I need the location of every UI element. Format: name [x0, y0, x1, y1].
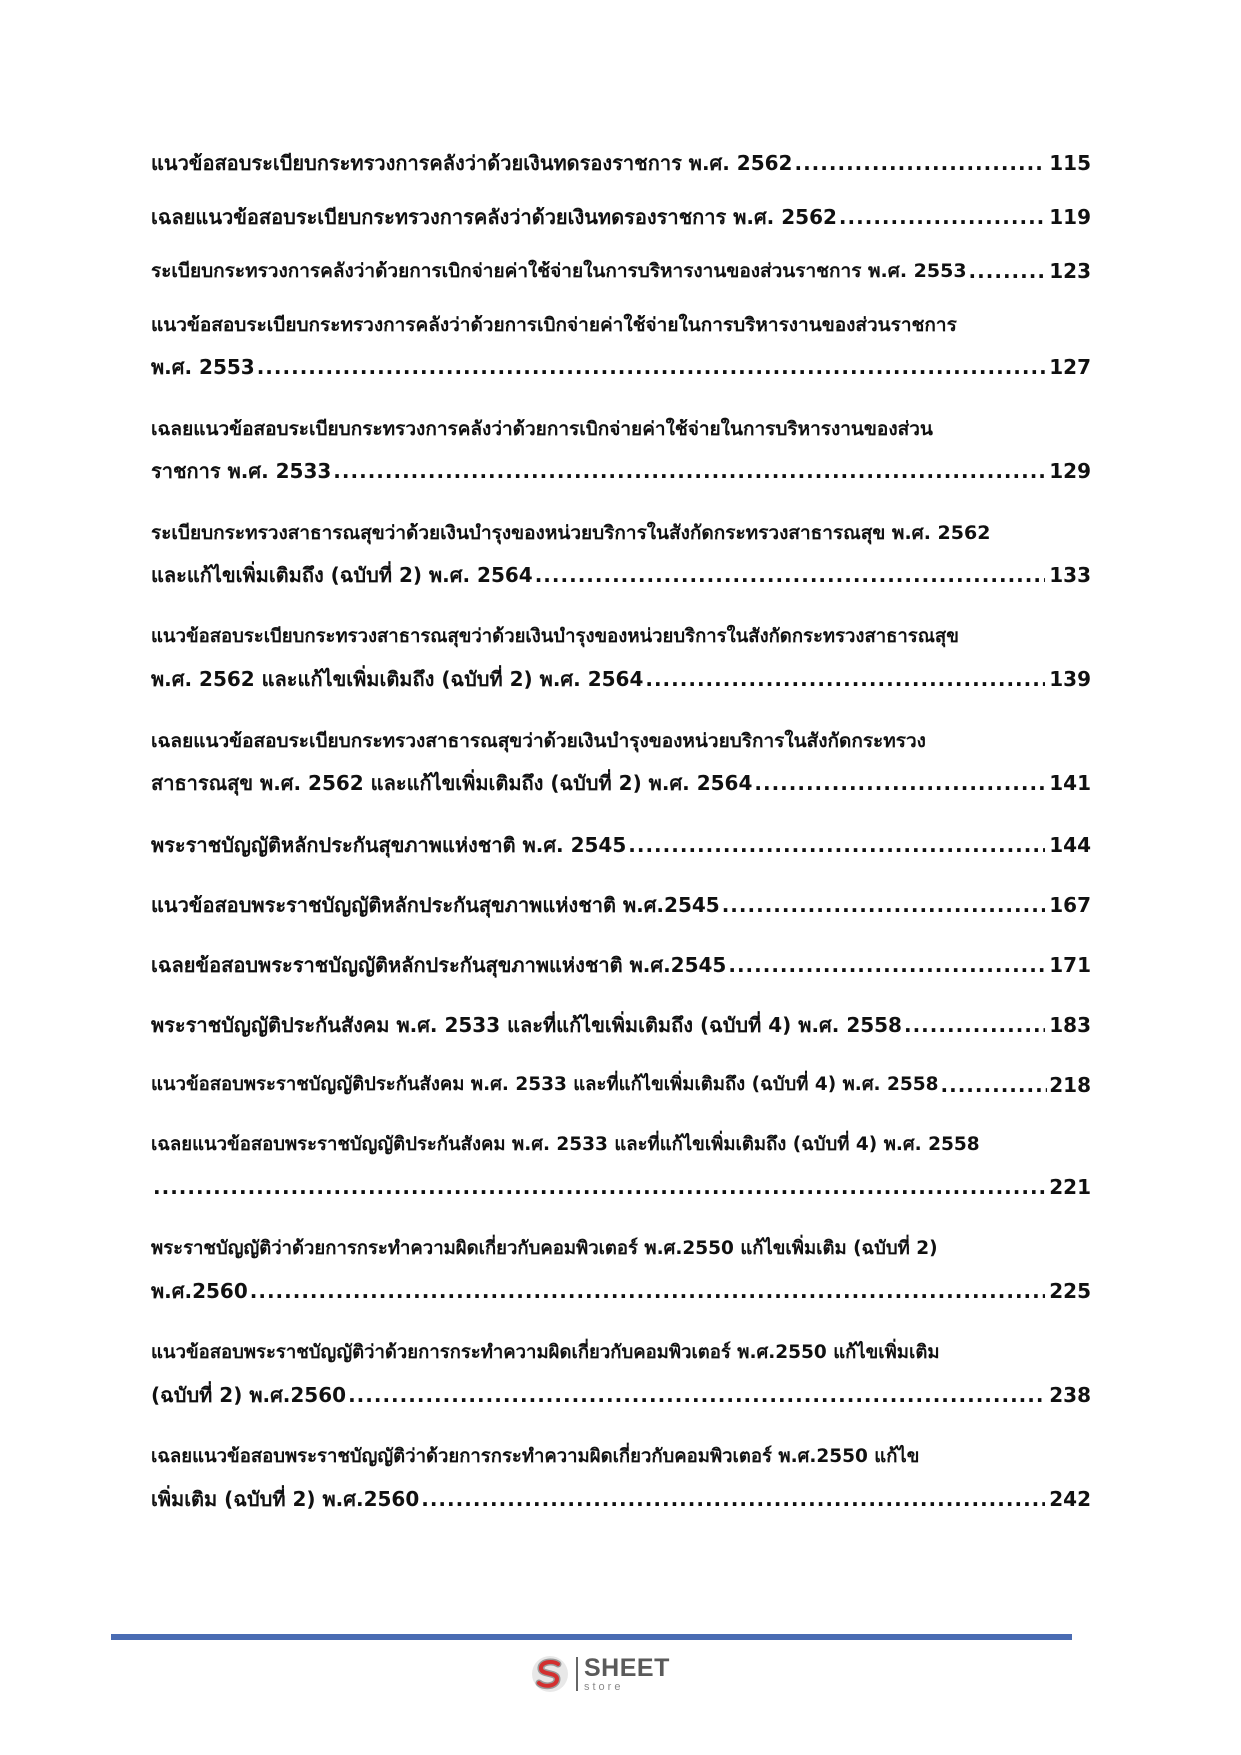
toc-page-number: 171	[1049, 953, 1091, 977]
toc-entry[interactable]	[151, 952, 1091, 978]
toc-entry[interactable]	[151, 150, 1091, 176]
toc-entry-title: เพิ่มเติม (ฉบับที่ 2) พ.ศ.2560	[151, 1487, 420, 1511]
toc-entry[interactable]	[151, 1132, 1091, 1200]
toc-leader-dots	[333, 458, 1045, 484]
toc-leader-dots	[728, 952, 1045, 978]
toc-leader-dots	[904, 1012, 1045, 1038]
toc-leader-dots	[794, 150, 1045, 176]
toc-entry-title: เฉลยแนวข้อสอบระเบียบกระทรวงการคลังว่าด้วยเงินทดรองราชการ พ.ศ. 2562	[151, 205, 837, 229]
toc-entry-title: พระราชบัญญัติประกันสังคม พ.ศ. 2533 และที่แก้ไขเพิ่มเติมถึง (ฉบับที่ 4) พ.ศ. 2558	[151, 1013, 902, 1037]
toc-entry[interactable]	[151, 624, 1091, 692]
toc-page-number: 123	[1049, 259, 1091, 283]
toc-entry-title: สาธารณสุข พ.ศ. 2562 และแก้ไขเพิ่มเติมถึง (ฉบับที่ 2) พ.ศ. 2564	[151, 771, 753, 795]
toc-entry[interactable]	[151, 1340, 1091, 1408]
toc-entry-title-line1: เฉลยแนวข้อสอบระเบียบกระทรวงสาธารณสุขว่าด้วยเงินบำรุงของหน่วยบริการในสังกัดกระทรวง	[151, 730, 926, 752]
toc-entry-title: พ.ศ. 2562 และแก้ไขเพิ่มเติมถึง (ฉบับที่ 2) พ.ศ. 2564	[151, 667, 644, 691]
toc-leader-dots	[250, 1278, 1046, 1304]
toc-page-number: 127	[1049, 355, 1091, 379]
toc-entry[interactable]	[151, 258, 1091, 284]
toc-entry-title: (ฉบับที่ 2) พ.ศ.2560	[151, 1383, 347, 1407]
toc-entry[interactable]	[151, 1444, 1091, 1512]
toc-page-number: 129	[1049, 459, 1091, 483]
toc-entry[interactable]	[151, 204, 1091, 230]
toc-entry-title: ราชการ พ.ศ. 2533	[151, 459, 332, 483]
toc-leader-dots	[941, 1072, 1048, 1098]
logo-sub-text: store	[584, 1680, 624, 1693]
toc-page-number: 225	[1049, 1279, 1091, 1303]
toc-entry[interactable]	[151, 1072, 1091, 1098]
toc-leader-dots	[645, 666, 1045, 692]
toc-page-number: 144	[1049, 833, 1091, 857]
toc-entry-title: ระเบียบกระทรวงการคลังว่าด้วยการเบิกจ่ายค่าใช้จ่ายในการบริหารงานของส่วนราชการ พ.ศ. 2553	[151, 260, 967, 282]
toc-page-number: 242	[1049, 1487, 1091, 1511]
toc-leader-dots	[535, 562, 1046, 588]
toc-entry-title: พ.ศ.2560	[151, 1279, 248, 1303]
toc-page-number: 139	[1049, 667, 1091, 691]
toc-entry[interactable]	[151, 1236, 1091, 1304]
toc-entry[interactable]	[151, 1012, 1091, 1038]
toc-entry-title-line1: เฉลยแนวข้อสอบระเบียบกระทรวงการคลังว่าด้วยการเบิกจ่ายค่าใช้จ่ายในการบริหารงานของส่วน	[151, 418, 933, 440]
toc-entry[interactable]	[151, 416, 1091, 484]
toc-page-number: 115	[1049, 151, 1091, 175]
toc-entry[interactable]	[151, 892, 1091, 918]
logo-main-text: SHEET	[584, 1653, 670, 1682]
toc-page-number: 218	[1049, 1073, 1091, 1097]
toc-entry-title: แนวข้อสอบระเบียบกระทรวงการคลังว่าด้วยเงินทดรองราชการ พ.ศ. 2562	[151, 151, 793, 175]
toc-leader-dots	[257, 354, 1046, 380]
toc-entry-title-line1: เฉลยแนวข้อสอบพระราชบัญญัติว่าด้วยการกระทำความผิดเกี่ยวกับคอมพิวเตอร์ พ.ศ.2550 แก้ไข	[151, 1446, 920, 1467]
footer-logo	[530, 1652, 670, 1696]
toc-entry-title-line1: พระราชบัญญัติว่าด้วยการกระทำความผิดเกี่ยวกับคอมพิวเตอร์ พ.ศ.2550 แก้ไขเพิ่มเติม (ฉบับที่ 2)	[151, 1238, 938, 1259]
toc-leader-dots	[754, 770, 1045, 796]
toc-leader-dots	[839, 204, 1045, 230]
toc-entry-title-line1: ระเบียบกระทรวงสาธารณสุขว่าด้วยเงินบำรุงของหน่วยบริการในสังกัดกระทรวงสาธารณสุข พ.ศ. 2562	[151, 522, 991, 544]
toc-leader-dots	[153, 1174, 1045, 1200]
toc-entry-title: แนวข้อสอบพระราชบัญญัติประกันสังคม พ.ศ. 2533 และที่แก้ไขเพิ่มเติมถึง (ฉบับที่ 4) พ.ศ. 2558	[151, 1074, 939, 1095]
toc-entry-title-line1: เฉลยแนวข้อสอบพระราชบัญญัติประกันสังคม พ.ศ. 2533 และที่แก้ไขเพิ่มเติมถึง (ฉบับที่ 4) พ.ศ. 2558	[151, 1134, 980, 1155]
toc-entry[interactable]	[151, 832, 1091, 858]
toc-entry[interactable]	[151, 312, 1091, 380]
logo-wordmark	[584, 1653, 670, 1693]
footer-rule	[111, 1634, 1072, 1640]
toc-entry-title-line1: แนวข้อสอบระเบียบกระทรวงการคลังว่าด้วยการเบิกจ่ายค่าใช้จ่ายในการบริหารงานของส่วนราชการ	[151, 314, 957, 336]
toc-entry-title: แนวข้อสอบพระราชบัญญัติหลักประกันสุขภาพแห่งชาติ พ.ศ.2545	[151, 893, 720, 917]
toc-entry-title-line1: แนวข้อสอบระเบียบกระทรวงสาธารณสุขว่าด้วยเงินบำรุงของหน่วยบริการในสังกัดกระทรวงสาธารณสุข	[151, 626, 959, 647]
toc-entry-title: และแก้ไขเพิ่มเติมถึง (ฉบับที่ 2) พ.ศ. 2564	[151, 563, 533, 587]
toc-leader-dots	[628, 832, 1045, 858]
toc-page-number: 221	[1049, 1175, 1091, 1199]
toc-entry-title: พ.ศ. 2553	[151, 355, 255, 379]
toc-leader-dots	[969, 258, 1048, 284]
toc-entry-title: เฉลยข้อสอบพระราชบัญญัติหลักประกันสุขภาพแห่งชาติ พ.ศ.2545	[151, 953, 727, 977]
toc-entry-title-line1: แนวข้อสอบพระราชบัญญัติว่าด้วยการกระทำความผิดเกี่ยวกับคอมพิวเตอร์ พ.ศ.2550 แก้ไขเพิ่มเติม	[151, 1342, 940, 1363]
toc-entry[interactable]	[151, 728, 1091, 796]
toc-page-number: 119	[1049, 205, 1091, 229]
toc-leader-dots	[421, 1486, 1045, 1512]
toc-page-number: 167	[1049, 893, 1091, 917]
toc-page-number: 238	[1049, 1383, 1091, 1407]
toc-entry[interactable]	[151, 520, 1091, 588]
toc-page-number: 141	[1049, 771, 1091, 795]
sheet-store-logo-icon	[530, 1654, 570, 1694]
toc-page-number: 133	[1049, 563, 1091, 587]
logo-separator	[576, 1657, 578, 1691]
toc-leader-dots	[348, 1382, 1045, 1408]
toc-entry-title: พระราชบัญญัติหลักประกันสุขภาพแห่งชาติ พ.ศ. 2545	[151, 833, 627, 857]
toc-page-number: 183	[1049, 1013, 1091, 1037]
toc-leader-dots	[722, 892, 1046, 918]
